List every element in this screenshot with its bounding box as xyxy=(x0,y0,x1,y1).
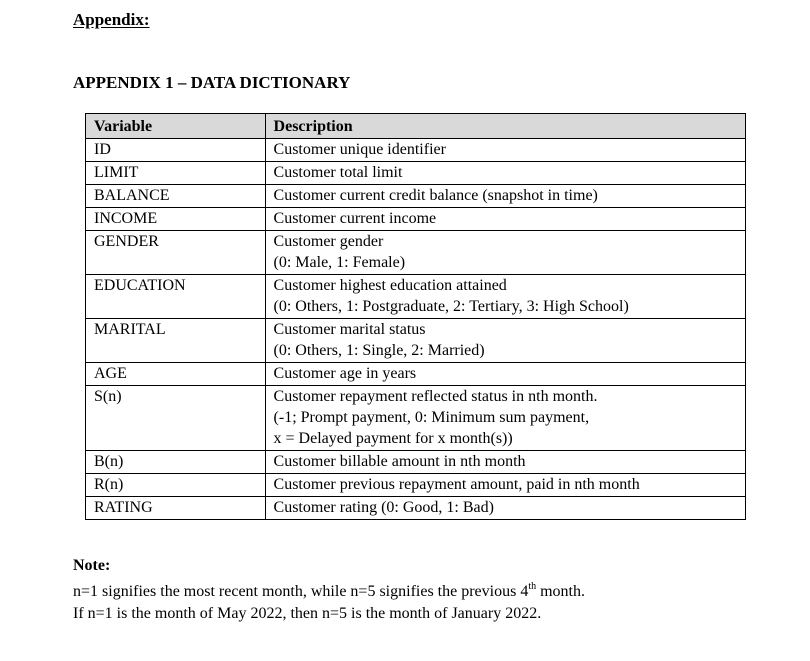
description-cell: Customer previous repayment amount, paid in nth month xyxy=(265,474,745,497)
description-cell: Customer unique identifier xyxy=(265,139,745,162)
description-cell: Customer marital status (0: Others, 1: Single, 2: Married) xyxy=(265,319,745,363)
variable-cell: RATING xyxy=(86,497,266,520)
table-row xyxy=(86,497,746,520)
description-cell: Customer current income xyxy=(265,208,745,231)
appendix-heading: Appendix: xyxy=(73,10,150,29)
description-cell: Customer total limit xyxy=(265,162,745,185)
variable-cell: B(n) xyxy=(86,451,266,474)
note-line-1-text: n=1 signifies the most recent month, while n=5 signifies the previous 4 xyxy=(73,583,529,600)
note-line-1 xyxy=(73,583,585,601)
variable-cell: R(n) xyxy=(86,474,266,497)
variable-cell: BALANCE xyxy=(86,185,266,208)
note-line-1-end: month. xyxy=(536,583,585,600)
table-header-row xyxy=(86,114,746,139)
table-row xyxy=(86,185,746,208)
table-row xyxy=(86,275,746,319)
variable-cell: EDUCATION xyxy=(86,275,266,319)
description-cell: Customer billable amount in nth month xyxy=(265,451,745,474)
variable-cell: AGE xyxy=(86,363,266,386)
table-row xyxy=(86,319,746,363)
variable-cell: LIMIT xyxy=(86,162,266,185)
header-description: Description xyxy=(265,114,745,139)
section-title: APPENDIX 1 – DATA DICTIONARY xyxy=(73,73,351,92)
note-line-2: If n=1 is the month of May 2022, then n=5 is the month of January 2022. xyxy=(73,605,542,622)
table-row xyxy=(86,162,746,185)
variable-cell: ID xyxy=(86,139,266,162)
description-cell: Customer repayment reflected status in nth month. (-1; Prompt payment, 0: Minimum sum payment, x = Delayed payment for x month(s)) xyxy=(265,386,745,451)
description-cell: Customer current credit balance (snapshot in time) xyxy=(265,185,745,208)
table-row xyxy=(86,451,746,474)
description-cell: Customer gender (0: Male, 1: Female) xyxy=(265,231,745,275)
header-variable: Variable xyxy=(86,114,266,139)
variable-cell: INCOME xyxy=(86,208,266,231)
table-row xyxy=(86,208,746,231)
note-line-1-superscript: th xyxy=(528,581,537,592)
note-label: Note: xyxy=(73,557,111,574)
table-row xyxy=(86,386,746,451)
data-dictionary-table xyxy=(85,113,746,520)
variable-cell: GENDER xyxy=(86,231,266,275)
variable-cell: MARITAL xyxy=(86,319,266,363)
description-cell: Customer age in years xyxy=(265,363,745,386)
table-row xyxy=(86,139,746,162)
table-row xyxy=(86,231,746,275)
table-row xyxy=(86,474,746,497)
description-cell: Customer rating (0: Good, 1: Bad) xyxy=(265,497,745,520)
description-cell: Customer highest education attained (0: Others, 1: Postgraduate, 2: Tertiary, 3: High School) xyxy=(265,275,745,319)
variable-cell: S(n) xyxy=(86,386,266,451)
table-row xyxy=(86,363,746,386)
